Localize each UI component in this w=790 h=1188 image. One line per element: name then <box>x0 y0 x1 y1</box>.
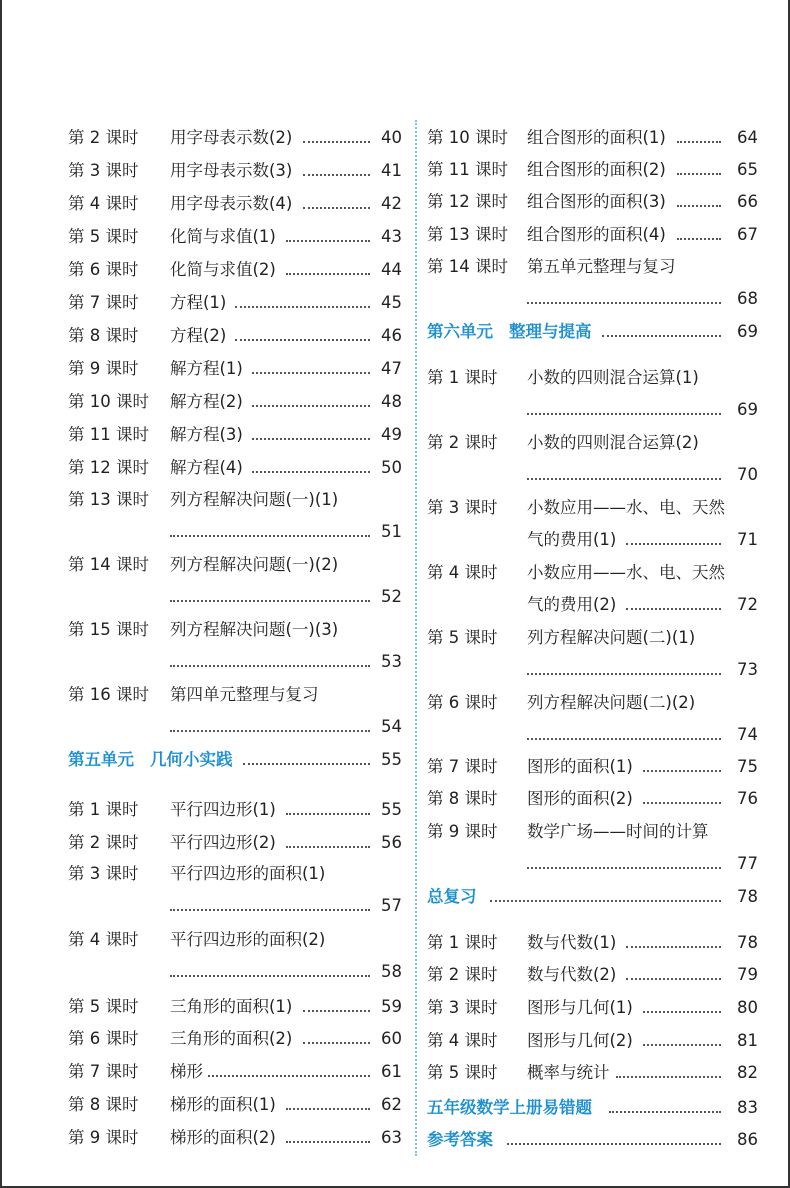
lesson-title: 第四单元整理与复习 <box>170 685 319 704</box>
section-label: 总复习 <box>427 887 477 906</box>
lesson-title: 组合图形的面积(4) <box>527 225 666 244</box>
toc-entry[interactable] <box>2 926 415 981</box>
leader-dots <box>527 302 721 304</box>
leader-dots <box>235 339 370 341</box>
toc-entry[interactable] <box>415 156 790 184</box>
toc-entry[interactable] <box>2 681 415 736</box>
lesson-label: 第 14 课时 <box>68 555 149 574</box>
lesson-label: 第 14 课时 <box>427 257 508 276</box>
lesson-label: 第 2 课时 <box>68 833 139 852</box>
toc-entry[interactable] <box>415 124 790 152</box>
leader-dots <box>626 978 721 980</box>
leader-dots <box>677 205 721 207</box>
toc-entry[interactable] <box>415 1059 790 1087</box>
toc-entry[interactable] <box>2 157 415 185</box>
leader-dots <box>643 802 721 804</box>
toc-entry[interactable] <box>2 551 415 606</box>
page-number: 83 <box>737 1098 758 1117</box>
leader-dots <box>507 1143 721 1145</box>
lesson-label: 第 9 课时 <box>427 822 498 841</box>
leader-dots <box>527 673 721 675</box>
page-number: 78 <box>737 887 758 906</box>
page-number: 44 <box>381 260 402 279</box>
page-number: 60 <box>381 1029 402 1048</box>
page-number: 50 <box>381 458 402 477</box>
lesson-title: 化简与求值(2) <box>170 260 276 279</box>
page-number: 43 <box>381 227 402 246</box>
lesson-title: 概率与统计 <box>527 1063 610 1082</box>
lesson-title-continued: 气的费用(1) <box>527 530 617 549</box>
toc-entry[interactable] <box>2 223 415 251</box>
page-number: 53 <box>381 652 402 671</box>
toc-entry[interactable] <box>415 364 790 419</box>
toc-entry[interactable] <box>415 818 790 873</box>
leader-dots <box>243 763 370 765</box>
lesson-title: 平行四边形(1) <box>170 800 276 819</box>
section-title: 整理与提高 <box>509 322 592 341</box>
page-number: 56 <box>381 833 402 852</box>
lesson-title: 梯形的面积(2) <box>170 1128 276 1147</box>
lesson-title: 小数应用——水、电、天然 <box>527 563 725 582</box>
page-number: 81 <box>737 1031 758 1050</box>
lesson-title: 解方程(2) <box>170 392 243 411</box>
page-number: 52 <box>381 587 402 606</box>
leader-dots <box>527 413 721 415</box>
page-number: 55 <box>381 800 402 819</box>
page-number: 61 <box>381 1062 402 1081</box>
lesson-label: 第 8 课时 <box>427 789 498 808</box>
lesson-title: 平行四边形(2) <box>170 833 276 852</box>
leader-dots <box>286 1108 370 1110</box>
page-number: 49 <box>381 425 402 444</box>
lesson-title: 第五单元整理与复习 <box>527 257 676 276</box>
lesson-label: 第 4 课时 <box>427 563 498 582</box>
leader-dots <box>170 535 370 537</box>
leader-dots <box>303 207 370 209</box>
toc-entry[interactable] <box>2 1058 415 1086</box>
toc-entry[interactable] <box>2 993 415 1021</box>
page-number: 80 <box>737 998 758 1017</box>
lesson-label: 第 3 课时 <box>427 498 498 517</box>
leader-dots <box>626 608 721 610</box>
leader-dots <box>286 813 370 815</box>
lesson-label: 第 7 课时 <box>68 293 139 312</box>
lesson-title: 列方程解决问题(一)(2) <box>170 555 339 574</box>
lesson-title: 小数的四则混合运算(1) <box>527 368 699 387</box>
toc-entry[interactable] <box>2 860 415 915</box>
page-number: 76 <box>737 789 758 808</box>
toc-entry[interactable] <box>2 796 415 824</box>
lesson-label: 第 10 课时 <box>427 128 508 147</box>
toc-entry[interactable] <box>415 753 790 781</box>
toc-entry[interactable] <box>2 1124 415 1152</box>
toc-entry[interactable] <box>415 624 790 679</box>
section-label: 五年级数学上册易错题 <box>427 1098 592 1117</box>
lesson-label: 第 10 课时 <box>68 392 149 411</box>
lesson-title: 组合图形的面积(2) <box>527 160 666 179</box>
toc-entry[interactable] <box>415 188 790 216</box>
page-number: 46 <box>381 326 402 345</box>
lesson-label: 第 2 课时 <box>427 965 498 984</box>
lesson-title: 方程(1) <box>170 293 227 312</box>
toc-section[interactable] <box>415 1126 790 1154</box>
leader-dots <box>303 1010 370 1012</box>
toc-section[interactable] <box>415 883 790 911</box>
lesson-title: 平行四边形的面积(2) <box>170 930 326 949</box>
lesson-label: 第 6 课时 <box>68 260 139 279</box>
toc-entry[interactable] <box>415 559 790 614</box>
page-number: 54 <box>381 717 402 736</box>
lesson-label: 第 6 课时 <box>68 1029 139 1048</box>
toc-entry[interactable] <box>2 486 415 541</box>
lesson-title: 图形的面积(2) <box>527 789 633 808</box>
toc-entry[interactable] <box>2 190 415 218</box>
leader-dots <box>616 1076 721 1078</box>
toc-entry[interactable] <box>2 322 415 350</box>
leader-dots <box>643 1044 721 1046</box>
leader-dots <box>170 909 370 911</box>
leader-dots <box>170 665 370 667</box>
toc-entry[interactable] <box>415 689 790 744</box>
lesson-title: 组合图形的面积(3) <box>527 192 666 211</box>
toc-entry[interactable] <box>2 421 415 449</box>
toc-entry[interactable] <box>415 785 790 813</box>
lesson-title: 数学广场——时间的计算 <box>527 822 709 841</box>
lesson-title: 用字母表示数(2) <box>170 128 293 147</box>
lesson-title: 小数应用——水、电、天然 <box>527 498 725 517</box>
toc-entry[interactable] <box>415 494 790 549</box>
page-number: 75 <box>737 757 758 776</box>
leader-dots <box>252 438 370 440</box>
page-number: 59 <box>381 997 402 1016</box>
page-number: 55 <box>381 750 402 769</box>
leader-dots <box>677 141 721 143</box>
toc-entry[interactable] <box>2 1025 415 1053</box>
page-number: 71 <box>737 530 758 549</box>
leader-dots <box>527 867 721 869</box>
leader-dots <box>677 173 721 175</box>
page-number: 67 <box>737 225 758 244</box>
lesson-label: 第 5 课时 <box>427 628 498 647</box>
lesson-label: 第 4 课时 <box>68 194 139 213</box>
lesson-title: 三角形的面积(2) <box>170 1029 293 1048</box>
leader-dots <box>170 975 370 977</box>
toc-entry[interactable] <box>415 1027 790 1055</box>
lesson-label: 第 3 课时 <box>427 998 498 1017</box>
page-number: 74 <box>737 725 758 744</box>
lesson-label: 第 4 课时 <box>427 1031 498 1050</box>
toc-entry[interactable] <box>415 429 790 484</box>
leader-dots <box>626 543 721 545</box>
lesson-title: 梯形的面积(1) <box>170 1095 276 1114</box>
page-number: 51 <box>381 522 402 541</box>
lesson-label: 第 9 课时 <box>68 359 139 378</box>
leader-dots <box>286 240 370 242</box>
page-number: 72 <box>737 595 758 614</box>
leader-dots <box>208 1075 370 1077</box>
leader-dots <box>286 1141 370 1143</box>
lesson-label: 第 5 课时 <box>427 1063 498 1082</box>
lesson-label: 第 1 课时 <box>68 800 139 819</box>
lesson-title: 数与代数(2) <box>527 965 617 984</box>
lesson-label: 第 11 课时 <box>427 160 508 179</box>
section-label: 第六单元 <box>427 322 493 341</box>
lesson-title: 化简与求值(1) <box>170 227 276 246</box>
page-number: 42 <box>381 194 402 213</box>
leader-dots <box>527 738 721 740</box>
lesson-title: 用字母表示数(4) <box>170 194 293 213</box>
leader-dots <box>527 478 721 480</box>
lesson-title-continued: 气的费用(2) <box>527 595 617 614</box>
leader-dots <box>303 174 370 176</box>
leader-dots <box>286 273 370 275</box>
toc-entry[interactable] <box>2 1091 415 1119</box>
toc-entry[interactable] <box>2 616 415 671</box>
lesson-label: 第 9 课时 <box>68 1128 139 1147</box>
toc-entry[interactable] <box>2 829 415 857</box>
page-number: 45 <box>381 293 402 312</box>
lesson-label: 第 5 课时 <box>68 997 139 1016</box>
page-number: 69 <box>737 400 758 419</box>
toc-entry[interactable] <box>2 289 415 317</box>
lesson-label: 第 15 课时 <box>68 620 149 639</box>
lesson-title: 列方程解决问题(二)(2) <box>527 693 696 712</box>
leader-dots <box>252 405 370 407</box>
page-number: 66 <box>737 192 758 211</box>
page-number: 73 <box>737 660 758 679</box>
lesson-title: 图形与几何(1) <box>527 998 633 1017</box>
page-number: 64 <box>737 128 758 147</box>
page-number: 63 <box>381 1128 402 1147</box>
lesson-title: 解方程(4) <box>170 458 243 477</box>
toc-entry[interactable] <box>2 454 415 482</box>
lesson-title: 小数的四则混合运算(2) <box>527 433 699 452</box>
lesson-label: 第 1 课时 <box>427 368 498 387</box>
page-number: 69 <box>737 322 758 341</box>
lesson-label: 第 12 课时 <box>427 192 508 211</box>
lesson-title: 解方程(3) <box>170 425 243 444</box>
leader-dots <box>602 335 721 337</box>
lesson-label: 第 2 课时 <box>68 128 139 147</box>
lesson-label: 第 1 课时 <box>427 933 498 952</box>
lesson-label: 第 12 课时 <box>68 458 149 477</box>
toc-section[interactable] <box>415 1094 790 1122</box>
lesson-title: 解方程(1) <box>170 359 243 378</box>
leader-dots <box>235 306 370 308</box>
toc-entry[interactable] <box>2 124 415 152</box>
lesson-label: 第 11 课时 <box>68 425 149 444</box>
lesson-label: 第 16 课时 <box>68 685 149 704</box>
page-number: 62 <box>381 1095 402 1114</box>
leader-dots <box>286 846 370 848</box>
lesson-title: 列方程解决问题(一)(1) <box>170 490 339 509</box>
section-title: 几何小实践 <box>150 750 233 769</box>
toc-entry[interactable] <box>2 355 415 383</box>
page-number: 78 <box>737 933 758 952</box>
toc-entry[interactable] <box>415 994 790 1022</box>
lesson-label: 第 8 课时 <box>68 326 139 345</box>
lesson-title: 组合图形的面积(1) <box>527 128 666 147</box>
lesson-label: 第 3 课时 <box>68 864 139 883</box>
leader-dots <box>252 471 370 473</box>
page-number: 68 <box>737 289 758 308</box>
leader-dots <box>677 238 721 240</box>
leader-dots <box>252 372 370 374</box>
toc-entry[interactable] <box>2 388 415 416</box>
lesson-label: 第 6 课时 <box>427 693 498 712</box>
lesson-title: 图形的面积(1) <box>527 757 633 776</box>
page-number: 57 <box>381 896 402 915</box>
page-number: 40 <box>381 128 402 147</box>
toc-section[interactable] <box>415 318 790 346</box>
toc-entry[interactable] <box>415 221 790 249</box>
lesson-label: 第 13 课时 <box>427 225 508 244</box>
page-number: 47 <box>381 359 402 378</box>
leader-dots <box>170 600 370 602</box>
lesson-title: 列方程解决问题(一)(3) <box>170 620 339 639</box>
toc-entry[interactable] <box>415 961 790 989</box>
page-number: 70 <box>737 465 758 484</box>
page-number: 48 <box>381 392 402 411</box>
leader-dots <box>170 730 370 732</box>
page-number: 82 <box>737 1063 758 1082</box>
lesson-label: 第 2 课时 <box>427 433 498 452</box>
page-number: 41 <box>381 161 402 180</box>
page-number: 86 <box>737 1130 758 1149</box>
lesson-title: 三角形的面积(1) <box>170 997 293 1016</box>
toc-entry[interactable] <box>2 256 415 284</box>
lesson-title: 用字母表示数(3) <box>170 161 293 180</box>
page-number: 77 <box>737 854 758 873</box>
section-label: 第五单元 <box>68 750 134 769</box>
leader-dots <box>643 770 721 772</box>
page-number: 79 <box>737 965 758 984</box>
leader-dots <box>643 1011 721 1013</box>
lesson-label: 第 5 课时 <box>68 227 139 246</box>
leader-dots <box>626 946 721 948</box>
page-number: 58 <box>381 962 402 981</box>
toc-entry[interactable] <box>415 929 790 957</box>
lesson-label: 第 13 课时 <box>68 490 149 509</box>
leader-dots <box>303 141 370 143</box>
lesson-title: 平行四边形的面积(1) <box>170 864 326 883</box>
section-label: 参考答案 <box>427 1130 493 1149</box>
leader-dots <box>609 1111 721 1113</box>
lesson-title: 方程(2) <box>170 326 227 345</box>
leader-dots <box>490 900 721 902</box>
lesson-label: 第 7 课时 <box>68 1062 139 1081</box>
lesson-label: 第 3 课时 <box>68 161 139 180</box>
lesson-label: 第 7 课时 <box>427 757 498 776</box>
leader-dots <box>303 1042 370 1044</box>
toc-entry[interactable] <box>415 253 790 308</box>
lesson-title: 数与代数(1) <box>527 933 617 952</box>
lesson-label: 第 4 课时 <box>68 930 139 949</box>
page-number: 65 <box>737 160 758 179</box>
lesson-title: 梯形 <box>170 1062 203 1081</box>
lesson-title: 列方程解决问题(二)(1) <box>527 628 696 647</box>
lesson-title: 图形与几何(2) <box>527 1031 633 1050</box>
lesson-label: 第 8 课时 <box>68 1095 139 1114</box>
toc-section[interactable] <box>2 746 415 774</box>
